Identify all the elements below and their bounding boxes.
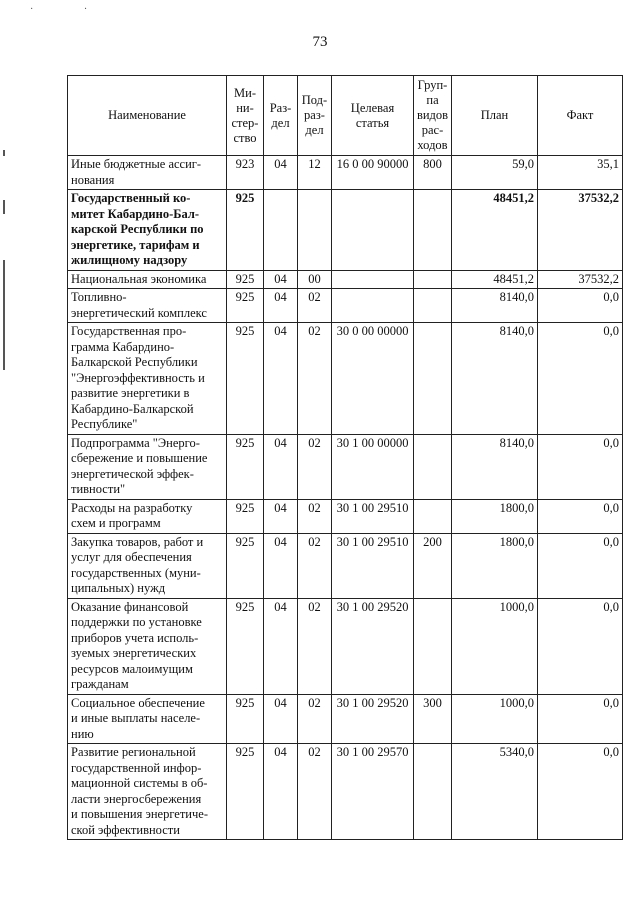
cell-ministry: 925 — [227, 434, 264, 499]
cell-group — [414, 499, 452, 533]
header-section: Раз- дел — [264, 76, 298, 156]
cell-plan: 1000,0 — [452, 694, 538, 744]
header-group: Груп- па видов рас- ходов — [414, 76, 452, 156]
header-fact: Факт — [538, 76, 623, 156]
cell-subsection: 02 — [298, 598, 332, 694]
table-row — [68, 270, 623, 289]
cell-ministry: 925 — [227, 598, 264, 694]
scan-margin-mark — [3, 260, 5, 370]
cell-plan: 48451,2 — [452, 270, 538, 289]
cell-plan: 8140,0 — [452, 323, 538, 435]
cell-subsection: 12 — [298, 156, 332, 190]
cell-ministry: 925 — [227, 323, 264, 435]
cell-group — [414, 190, 452, 271]
table-row — [68, 694, 623, 744]
cell-target: 16 0 00 90000 — [332, 156, 414, 190]
cell-group: 300 — [414, 694, 452, 744]
scan-margin-mark — [3, 150, 5, 156]
table-row — [68, 156, 623, 190]
cell-ministry: 925 — [227, 270, 264, 289]
cell-plan: 59,0 — [452, 156, 538, 190]
cell-subsection: 02 — [298, 499, 332, 533]
table-row — [68, 598, 623, 694]
cell-section: 04 — [264, 323, 298, 435]
cell-target: 30 1 00 29510 — [332, 499, 414, 533]
cell-name: Развитие региональной государственной инфор- мационной системы в об- ласти энергосбережения и повышения энергетиче- ской эффективности — [68, 744, 227, 840]
cell-subsection: 02 — [298, 289, 332, 323]
cell-plan: 1800,0 — [452, 499, 538, 533]
table-header-row — [68, 76, 623, 156]
cell-group: 200 — [414, 533, 452, 598]
cell-name: Расходы на разработку схем и программ — [68, 499, 227, 533]
cell-plan: 48451,2 — [452, 190, 538, 271]
cell-group — [414, 744, 452, 840]
table-row — [68, 499, 623, 533]
cell-fact: 37532,2 — [538, 190, 623, 271]
cell-fact: 35,1 — [538, 156, 623, 190]
cell-fact: 0,0 — [538, 499, 623, 533]
cell-fact: 0,0 — [538, 694, 623, 744]
cell-section: 04 — [264, 289, 298, 323]
cell-fact: 37532,2 — [538, 270, 623, 289]
cell-target: 30 0 00 00000 — [332, 323, 414, 435]
table-row — [68, 190, 623, 271]
cell-name: Национальная экономика — [68, 270, 227, 289]
cell-section: 04 — [264, 533, 298, 598]
cell-target — [332, 270, 414, 289]
cell-ministry: 925 — [227, 744, 264, 840]
table-row — [68, 434, 623, 499]
cell-name: Государственная про- грамма Кабардино- Балкарской Республики "Энергоэффективность и развитие энергетики в Кабардино-Балкарской Республике" — [68, 323, 227, 435]
cell-group: 800 — [414, 156, 452, 190]
cell-group — [414, 434, 452, 499]
cell-subsection: 02 — [298, 694, 332, 744]
cell-target: 30 1 00 00000 — [332, 434, 414, 499]
cell-name: Иные бюджетные ассиг- нования — [68, 156, 227, 190]
cell-section: 04 — [264, 598, 298, 694]
cell-ministry: 925 — [227, 533, 264, 598]
cell-subsection: 02 — [298, 533, 332, 598]
cell-section: 04 — [264, 270, 298, 289]
cell-section: 04 — [264, 499, 298, 533]
cell-name: Топливно- энергетический комплекс — [68, 289, 227, 323]
cell-fact: 0,0 — [538, 289, 623, 323]
cell-fact: 0,0 — [538, 598, 623, 694]
cell-fact: 0,0 — [538, 434, 623, 499]
cell-plan: 1000,0 — [452, 598, 538, 694]
cell-name: Закупка товаров, работ и услуг для обеспечения государственных (муни- ципальных) нужд — [68, 533, 227, 598]
cell-name: Оказание финансовой поддержки по установке приборов учета исполь- зуемых энергетических ресурсов малоимущим гражданам — [68, 598, 227, 694]
cell-name: Государственный ко- митет Кабардино-Бал- карской Республики по энергетике, тарифам и жилищному надзору — [68, 190, 227, 271]
scan-specks: · · — [30, 4, 112, 15]
cell-fact: 0,0 — [538, 323, 623, 435]
header-subsection: Под- раз- дел — [298, 76, 332, 156]
table-row — [68, 533, 623, 598]
cell-ministry: 925 — [227, 499, 264, 533]
cell-subsection — [298, 190, 332, 271]
cell-section: 04 — [264, 156, 298, 190]
budget-table — [67, 75, 623, 840]
cell-target: 30 1 00 29520 — [332, 598, 414, 694]
table-body — [68, 156, 623, 840]
cell-fact: 0,0 — [538, 533, 623, 598]
cell-plan: 8140,0 — [452, 434, 538, 499]
cell-group — [414, 270, 452, 289]
cell-plan: 8140,0 — [452, 289, 538, 323]
cell-section: 04 — [264, 744, 298, 840]
scan-margin-mark — [3, 200, 5, 214]
cell-name: Социальное обеспечение и иные выплаты населе- нию — [68, 694, 227, 744]
cell-target: 30 1 00 29520 — [332, 694, 414, 744]
cell-plan: 1800,0 — [452, 533, 538, 598]
cell-fact: 0,0 — [538, 744, 623, 840]
cell-ministry: 925 — [227, 694, 264, 744]
cell-plan: 5340,0 — [452, 744, 538, 840]
cell-group — [414, 289, 452, 323]
header-target: Целевая статья — [332, 76, 414, 156]
cell-target — [332, 289, 414, 323]
cell-subsection: 00 — [298, 270, 332, 289]
cell-section — [264, 190, 298, 271]
cell-subsection: 02 — [298, 744, 332, 840]
header-ministry: Ми- ни- стер- ство — [227, 76, 264, 156]
cell-section: 04 — [264, 434, 298, 499]
cell-target: 30 1 00 29570 — [332, 744, 414, 840]
cell-subsection: 02 — [298, 434, 332, 499]
header-name: Наименование — [68, 76, 227, 156]
cell-group — [414, 323, 452, 435]
cell-group — [414, 598, 452, 694]
header-plan: План — [452, 76, 538, 156]
cell-name: Подпрограмма "Энерго- сбережение и повышение энергетической эффек- тивности" — [68, 434, 227, 499]
table-row — [68, 323, 623, 435]
table-row — [68, 289, 623, 323]
cell-subsection: 02 — [298, 323, 332, 435]
cell-target: 30 1 00 29510 — [332, 533, 414, 598]
page-number: 73 — [312, 34, 328, 50]
cell-section: 04 — [264, 694, 298, 744]
cell-target — [332, 190, 414, 271]
table-row — [68, 744, 623, 840]
cell-ministry: 923 — [227, 156, 264, 190]
cell-ministry: 925 — [227, 289, 264, 323]
cell-ministry: 925 — [227, 190, 264, 271]
